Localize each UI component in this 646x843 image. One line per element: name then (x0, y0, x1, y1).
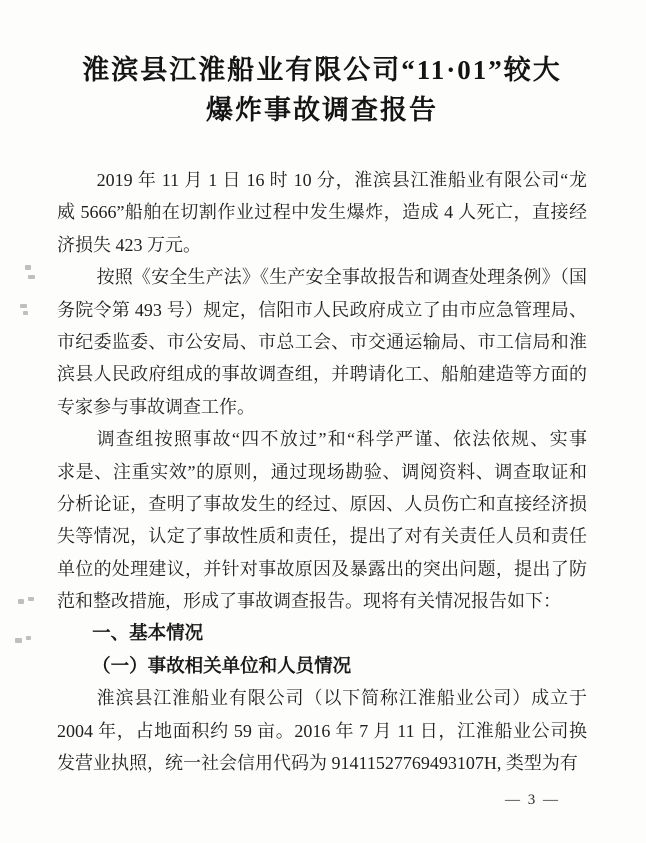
scan-speck (26, 636, 31, 640)
page-number: — 3 — (505, 792, 560, 808)
paragraph (57, 164, 587, 261)
text-line: 范和整改措施，形成了事故调查报告。现将有关情况报告如下： (57, 591, 561, 612)
text-line: 分析论证，查明了事故发生的经过、原因、人员伤亡和直接经济损 (57, 493, 587, 514)
paragraph (57, 682, 587, 779)
scan-speck (28, 597, 34, 601)
text-line: 单位的处理建议，并针对事故原因及暴露出的突出问题，提出了防 (57, 558, 587, 579)
report-title (57, 50, 587, 130)
text-line: 发营业执照，统一社会信用代码为 91411527769493107H, 类型为有 (57, 753, 578, 774)
text-line: 2019 年 11 月 1 日 16 时 10 分，淮滨县江淮船业有限公司“龙 (96, 170, 587, 190)
document-body (57, 164, 587, 779)
scan-speck (18, 599, 24, 604)
text-line: 按照《安全生产法》《生产安全事故报告和调查处理条例》（国 (96, 267, 587, 288)
text-line: 一、基本情况 (92, 622, 204, 644)
section-heading (57, 617, 587, 649)
text-line: 务院令第 493 号）规定，信阳市人民政府成立了由市应急管理局、 (57, 299, 587, 320)
scan-speck (23, 311, 28, 315)
paragraph (57, 261, 587, 423)
scan-speck (20, 304, 27, 308)
text-line: 市纪委监委、市公安局、市总工会、市交通运输局、市工信局和淮 (57, 331, 587, 352)
subsection-heading (57, 650, 587, 682)
text-line: 调查组按照事故“四不放过”和“科学严谨、依法依规、实事 (96, 429, 587, 450)
scan-speck (28, 275, 35, 279)
text-line: 淮滨县江淮船业有限公司（以下简称江淮船业公司）成立于 (96, 688, 587, 709)
paragraph (57, 423, 587, 617)
title-line: 爆炸事故调查报告 (206, 95, 438, 125)
text-line: 专家参与事故调查工作。 (57, 396, 255, 417)
text-line: 求是、注重实效”的原则，通过现场勘验、调阅资料、调查取证和 (57, 461, 587, 482)
text-line: （一）事故相关单位和人员情况 (92, 654, 352, 676)
title-line: 淮滨县江淮船业有限公司“11·01”较大 (82, 55, 562, 85)
text-line: 济损失 423 万元。 (57, 234, 201, 255)
text-line: 2004 年，占地面积约 59 亩。2016 年 7 月 11 日，江淮船业公司换 (57, 720, 587, 741)
scan-speck (15, 638, 22, 643)
scan-speck (25, 265, 31, 270)
text-line: 失等情况，认定了事故性质和责任，提出了对有关责任人员和责任 (57, 526, 587, 547)
text-line: 滨县人民政府组成的事故调查组，并聘请化工、船舶建造等方面的 (57, 364, 587, 385)
text-line: 威 5666”船舶在切割作业过程中发生爆炸，造成 4 人死亡，直接经 (57, 202, 587, 223)
document-content (57, 0, 587, 779)
